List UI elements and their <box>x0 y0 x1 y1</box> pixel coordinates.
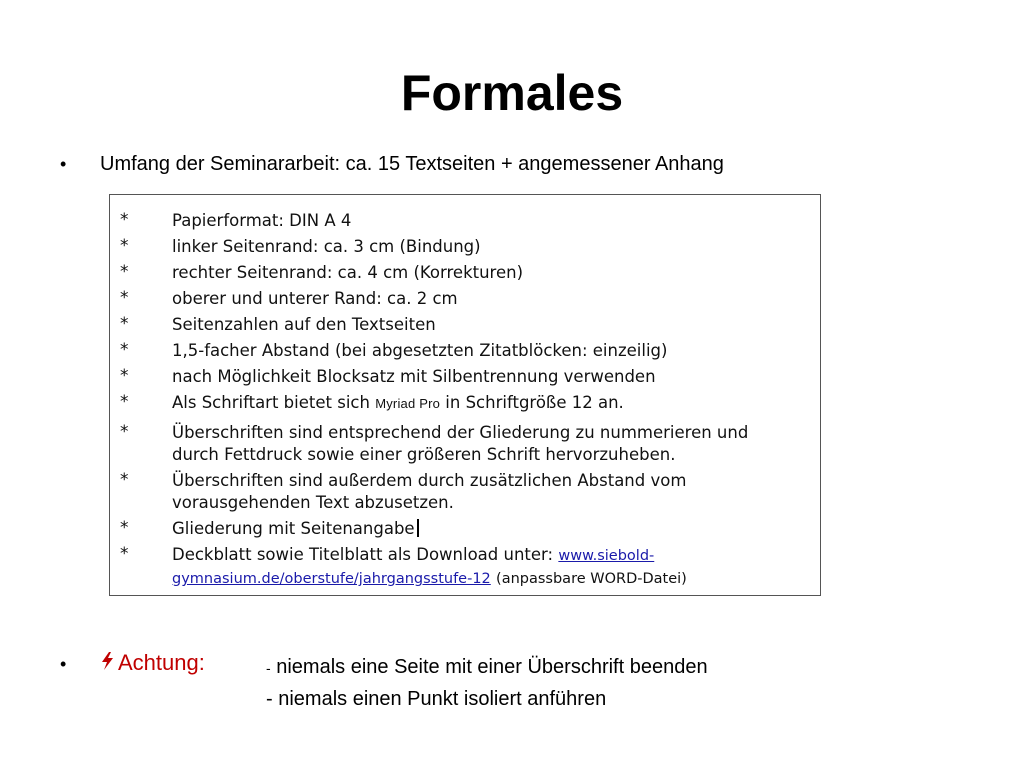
list-item-text: Papierformat: DIN A 4 <box>172 211 352 230</box>
list-item-text: linker Seitenrand: ca. 3 cm (Bindung) <box>172 237 481 256</box>
list-item-text <box>172 422 810 466</box>
list-item-text <box>172 392 810 415</box>
list-item-text: oberer und unterer Rand: ca. 2 cm <box>172 289 458 308</box>
bullet-scope <box>60 153 724 176</box>
list-item-text: nach Möglichkeit Blocksatz mit Silbentrennung verwenden <box>172 367 656 386</box>
list-item-text: rechter Seitenrand: ca. 4 cm (Korrekturen) <box>172 263 524 282</box>
list-item-text: Seitenzahlen auf den Textseiten <box>172 315 436 334</box>
asterisk: * <box>120 262 129 282</box>
asterisk: * <box>120 366 129 386</box>
file-type-note: (anpassbare WORD-Datei) <box>496 571 687 587</box>
asterisk: * <box>120 288 129 308</box>
list-item-line: Überschriften sind entsprechend der Gliederung zu nummerieren und <box>172 423 749 442</box>
warning-label <box>100 650 238 676</box>
warning-bolt-icon <box>100 650 114 676</box>
text-cursor <box>417 519 419 537</box>
list-item-line: vorausgehenden Text abzusetzen. <box>172 493 454 512</box>
warning-notes <box>266 652 708 715</box>
list-item-line: Gliederung mit Seitenangabe <box>172 519 415 538</box>
asterisk: * <box>120 392 129 412</box>
list-item-text <box>172 518 810 540</box>
list-item-text <box>172 470 810 514</box>
asterisk: * <box>120 518 129 538</box>
asterisk: * <box>120 340 129 360</box>
font-text-after: in Schriftgröße 12 an. <box>445 393 624 412</box>
asterisk: * <box>120 470 129 490</box>
download-link[interactable]: www.siebold- <box>558 548 655 564</box>
list-item-line: Überschriften sind außerdem durch zusätzlichen Abstand vom <box>172 471 687 490</box>
bullet-scope-text: Umfang der Seminararbeit: ca. 15 Textseiten + angemessener Anhang <box>100 153 724 175</box>
list-item-line: Deckblatt sowie Titelblatt als Download unter: <box>172 545 554 564</box>
asterisk: * <box>120 210 129 230</box>
warning-text: Achtung: <box>118 650 205 675</box>
note-dash: - <box>266 660 271 676</box>
list-item-text <box>172 544 810 590</box>
bullet-dot: • <box>60 154 67 174</box>
asterisk: * <box>120 236 129 256</box>
slide-title: Formales <box>400 65 624 121</box>
asterisk: * <box>120 314 129 334</box>
warning-note-2: - niemals einen Punkt isoliert anführen <box>266 688 607 710</box>
note-text: niemals eine Seite mit einer Überschrift beenden <box>276 656 708 678</box>
list-item-line: durch Fettdruck sowie einer größeren Schrift hervorzuheben. <box>172 445 676 464</box>
list-item-text: 1,5-facher Abstand (bei abgesetzten Zitatblöcken: einzeilig) <box>172 341 668 360</box>
font-text-before: Als Schriftart bietet sich <box>172 393 370 412</box>
asterisk: * <box>120 422 129 442</box>
warning-note-1 <box>266 652 708 684</box>
download-link-continued[interactable]: gymnasium.de/oberstufe/jahrgangsstufe-12 <box>172 571 491 587</box>
bullet-warning <box>60 650 238 676</box>
bullet-dot: • <box>60 654 67 674</box>
formatting-rules-box <box>109 194 821 596</box>
font-name: Myriad Pro <box>375 396 441 411</box>
asterisk: * <box>120 544 129 564</box>
